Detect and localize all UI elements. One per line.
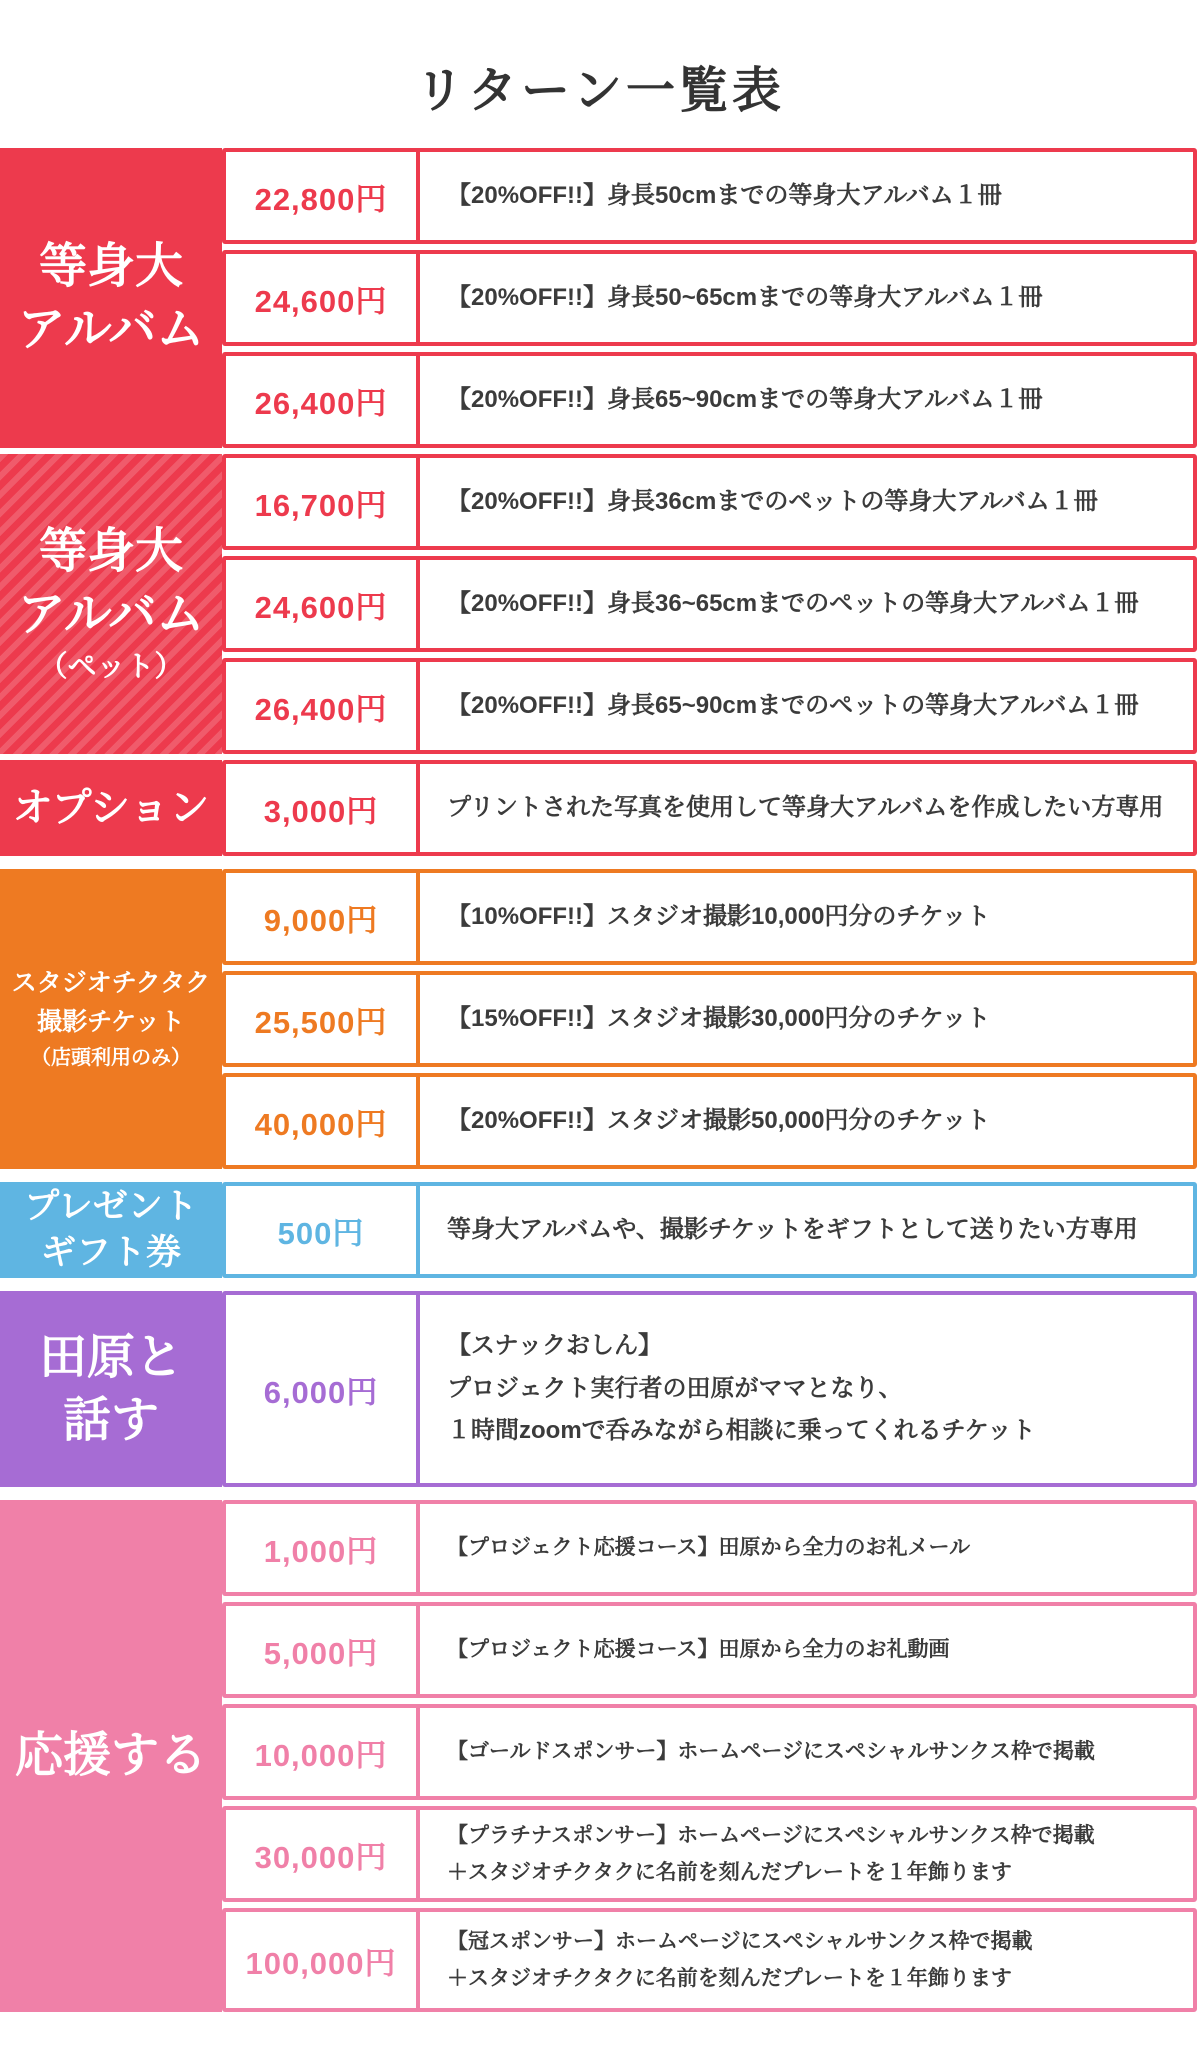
section-label-line: 等身大 — [38, 239, 183, 293]
price-cell: 500円 — [226, 1186, 420, 1274]
description-cell — [420, 764, 1193, 852]
description-cell — [420, 356, 1193, 444]
description-line: 等身大アルバムや、撮影チケットをギフトとして送りたい方専用 — [447, 1215, 1138, 1243]
table-row — [222, 1291, 1197, 1487]
table-row — [222, 148, 1197, 244]
section-label-line: オプション — [12, 785, 210, 830]
table-row — [222, 1806, 1197, 1902]
section-talk-with-tahara — [0, 1291, 1197, 1487]
description-line: 【10%OFF!!】スタジオ撮影10,000円分のチケット — [447, 902, 991, 930]
description-cell — [420, 1606, 1193, 1694]
section-label — [0, 1500, 222, 2012]
section-rows — [222, 1500, 1197, 2012]
table-row — [222, 658, 1197, 754]
table-row — [222, 250, 1197, 346]
price-cell: 5,000円 — [226, 1606, 420, 1694]
description-line: １時間zoomで呑みながら相談に乗ってくれるチケット — [447, 1417, 1036, 1445]
price-cell: 26,400円 — [226, 356, 420, 444]
section-lifesize-album-pet — [0, 454, 1197, 754]
section-rows — [222, 148, 1197, 448]
description-line: ＋スタジオチクタクに名前を刻んだプレートを１年飾ります — [447, 1967, 1012, 1990]
price-cell: 6,000円 — [226, 1295, 420, 1483]
section-label — [0, 1291, 222, 1487]
price-cell: 9,000円 — [226, 873, 420, 961]
section-label — [0, 1182, 222, 1278]
description-line: 【20%OFF!!】身長36cmまでのペットの等身大アルバム１冊 — [447, 487, 1098, 515]
description-cell — [420, 1912, 1193, 2008]
table-row — [222, 1182, 1197, 1278]
description-cell — [420, 975, 1193, 1063]
section-rows — [222, 1291, 1197, 1487]
section-label-line: 応援する — [14, 1729, 207, 1783]
description-line: 【20%OFF!!】身長65~90cmまでの等身大アルバム１冊 — [447, 385, 1043, 413]
section-label — [0, 454, 222, 754]
table-row — [222, 869, 1197, 965]
page-title: リターン一覧表 — [414, 64, 786, 118]
section-label-line: ギフト券 — [40, 1233, 181, 1272]
section-rows — [222, 869, 1197, 1169]
description-line: 【20%OFF!!】スタジオ撮影50,000円分のチケット — [447, 1106, 991, 1134]
table-row — [222, 1704, 1197, 1800]
description-line: 【プラチナスポンサー】ホームページにスペシャルサンクス枠で掲載 — [447, 1823, 1095, 1847]
section-rows — [222, 1182, 1197, 1278]
price-cell: 1,000円 — [226, 1504, 420, 1592]
section-label — [0, 760, 222, 856]
description-cell — [420, 560, 1193, 648]
price-cell: 10,000円 — [226, 1708, 420, 1796]
table-row — [222, 971, 1197, 1067]
description-cell — [420, 1077, 1193, 1165]
section-label-line: 等身大 — [38, 524, 183, 578]
table-row — [222, 1500, 1197, 1596]
section-label — [0, 869, 222, 1169]
section-label — [0, 148, 222, 448]
price-cell: 100,000円 — [226, 1912, 420, 2008]
table-row — [222, 1908, 1197, 2012]
description-line: 【20%OFF!!】身長50~65cmまでの等身大アルバム１冊 — [447, 283, 1043, 311]
table-row — [222, 1602, 1197, 1698]
price-cell: 26,400円 — [226, 662, 420, 750]
section-label-line: （店頭利用のみ） — [31, 1046, 191, 1069]
description-line: 【冠スポンサー】ホームページにスペシャルサンクス枠で掲載 — [447, 1929, 1033, 1953]
description-line: 【プロジェクト応援コース】田原から全力のお礼動画 — [447, 1638, 950, 1662]
table-row — [222, 454, 1197, 550]
description-line: 【スナックおしん】 — [447, 1331, 663, 1359]
section-rows — [222, 760, 1197, 856]
description-line: 【20%OFF!!】身長50cmまでの等身大アルバム１冊 — [447, 181, 1002, 209]
table-row — [222, 352, 1197, 448]
price-cell: 22,800円 — [226, 152, 420, 240]
description-line: プロジェクト実行者の田原がママとなり、 — [447, 1374, 903, 1402]
section-present-gift — [0, 1182, 1197, 1278]
description-cell — [420, 1810, 1193, 1898]
price-cell: 24,600円 — [226, 560, 420, 648]
description-cell — [420, 662, 1193, 750]
returns-table — [0, 148, 1197, 2012]
description-cell — [420, 873, 1193, 961]
section-rows — [222, 454, 1197, 754]
description-line: ＋スタジオチクタクに名前を刻んだプレートを１年飾ります — [447, 1861, 1012, 1884]
price-cell: 25,500円 — [226, 975, 420, 1063]
section-label-line: プレゼント — [24, 1186, 198, 1226]
description-cell — [420, 254, 1193, 342]
section-option — [0, 760, 1197, 856]
description-cell — [420, 1186, 1193, 1274]
price-cell: 24,600円 — [226, 254, 420, 342]
section-label-line: 田原と — [38, 1330, 183, 1384]
description-cell — [420, 458, 1193, 546]
section-label-line: （ペット） — [38, 651, 184, 684]
section-support — [0, 1500, 1197, 2012]
description-line: 【20%OFF!!】身長36~65cmまでのペットの等身大アルバム１冊 — [447, 589, 1139, 617]
section-studio-ticket — [0, 869, 1197, 1169]
price-cell: 16,700円 — [226, 458, 420, 546]
description-line: 【20%OFF!!】身長65~90cmまでのペットの等身大アルバム１冊 — [447, 691, 1139, 719]
description-line: 【ゴールドスポンサー】ホームページにスペシャルサンクス枠で掲載 — [447, 1740, 1095, 1764]
table-row — [222, 760, 1197, 856]
section-label-line: 話す — [62, 1394, 159, 1447]
price-cell: 3,000円 — [226, 764, 420, 852]
section-label-line: アルバム — [17, 303, 205, 356]
section-label-line: 撮影チケット — [37, 1008, 185, 1036]
description-cell — [420, 1295, 1193, 1483]
description-cell — [420, 1504, 1193, 1592]
description-cell — [420, 1708, 1193, 1796]
description-line: プリントされた写真を使用して等身大アルバムを作成したい方専用 — [447, 793, 1164, 821]
description-line: 【15%OFF!!】スタジオ撮影30,000円分のチケット — [447, 1004, 991, 1032]
section-label-line: スタジオチクタク — [11, 969, 211, 998]
description-line: 【プロジェクト応援コース】田原から全力のお礼メール — [447, 1536, 971, 1560]
description-cell — [420, 152, 1193, 240]
table-row — [222, 1073, 1197, 1169]
table-row — [222, 556, 1197, 652]
price-cell: 30,000円 — [226, 1810, 420, 1898]
section-lifesize-album — [0, 148, 1197, 448]
price-cell: 40,000円 — [226, 1077, 420, 1165]
section-label-line: アルバム — [17, 587, 205, 641]
